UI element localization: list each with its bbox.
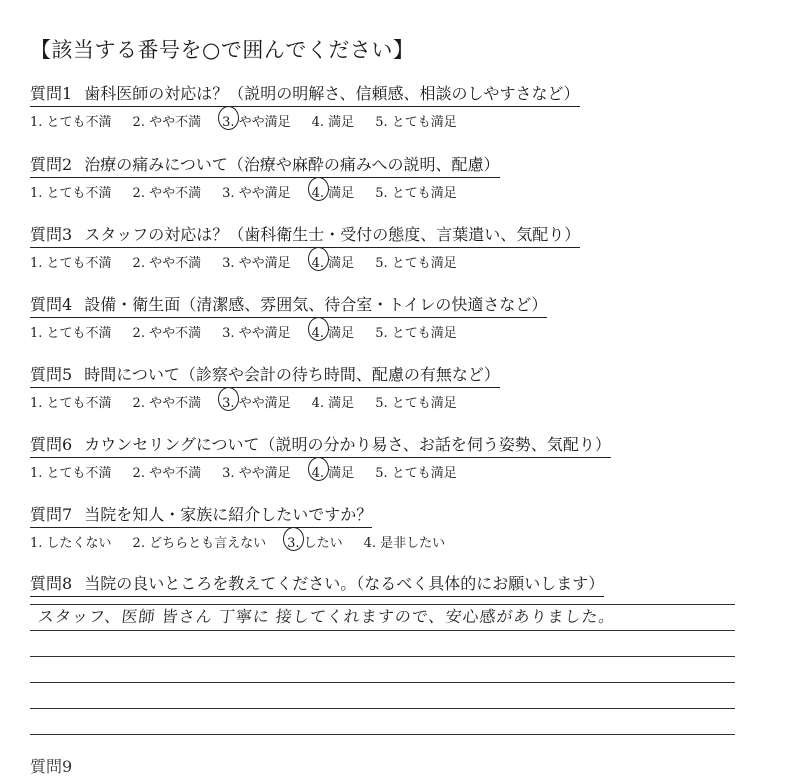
question-number: 質問4 (30, 295, 73, 314)
question-heading (30, 292, 547, 317)
rating-option[interactable] (133, 322, 202, 341)
question-3 (30, 222, 730, 271)
rating-option-label: 1. とても不満 (30, 115, 112, 130)
rating-option-label: 1. とても不満 (30, 396, 112, 411)
rating-option-label: 2. やや不満 (132, 256, 202, 271)
question-heading (30, 362, 500, 387)
rating-option-label: 5. とても満足 (375, 396, 457, 411)
circle-mark-icon (308, 457, 329, 481)
rating-option[interactable] (375, 111, 457, 130)
rating-option[interactable] (30, 392, 112, 411)
rating-options (30, 322, 730, 341)
rating-option-selected[interactable] (222, 111, 291, 130)
rating-option-label: 5. とても満足 (375, 115, 457, 130)
handwritten-answer: スタッフ、医師 皆さん 丁寧に 接してくれますので、安心感がありました。 (36, 607, 617, 626)
rating-option-label: 4. 満足 (311, 256, 355, 271)
rating-option-label: 2. どちらとも言えない (132, 536, 267, 551)
circle-mark-icon (218, 387, 239, 411)
question-number: 質問6 (30, 435, 73, 454)
question-heading (30, 571, 604, 596)
question-text: 治療の痛みについて（治療や麻酔の痛みへの説明、配慮） (84, 155, 500, 174)
question-heading (30, 502, 372, 527)
circle-mark-icon (308, 177, 329, 201)
rating-option-selected[interactable] (222, 392, 291, 411)
rating-option-label: 3. したい (287, 536, 343, 551)
page-title: 【該当する番号を○で囲んでください】 (30, 38, 415, 62)
rating-option-selected[interactable] (287, 532, 343, 551)
rating-option-label: 3. やや満足 (222, 115, 291, 130)
rating-option[interactable] (133, 182, 202, 201)
question-number: 質問8 (30, 574, 73, 593)
rating-option[interactable] (30, 182, 112, 201)
rating-option-label: 4. 満足 (311, 326, 355, 341)
circle-mark-icon (283, 527, 304, 551)
rating-option[interactable] (312, 111, 355, 130)
rating-option-label: 4. 是非したい (363, 536, 446, 551)
rating-option[interactable] (133, 392, 202, 411)
answer-line (30, 682, 735, 683)
rating-option-selected[interactable] (312, 462, 355, 481)
rating-options (30, 392, 730, 411)
rating-option-label: 4. 満足 (311, 466, 355, 481)
question-text: 時間について（診察や会計の待ち時間、配慮の有無など） (84, 365, 500, 384)
circle-mark-icon (218, 106, 239, 130)
rating-option[interactable] (222, 182, 291, 201)
rating-option[interactable] (133, 532, 267, 551)
question-number: 質問1 (30, 84, 73, 103)
rating-option[interactable] (375, 252, 457, 271)
rating-option-label: 1. したくない (30, 536, 112, 551)
circle-mark-icon (308, 247, 329, 271)
rating-option-label: 1. とても不満 (30, 256, 112, 271)
rating-option[interactable] (375, 182, 457, 201)
question-heading (30, 152, 500, 177)
rating-option-label: 2. やや不満 (132, 326, 202, 341)
question-number: 質問5 (30, 365, 73, 384)
rating-option[interactable] (133, 111, 202, 130)
question-7 (30, 502, 730, 551)
rating-option[interactable] (30, 252, 112, 271)
rating-option[interactable] (30, 532, 112, 551)
rating-option[interactable] (133, 462, 202, 481)
rating-option-label: 1. とても不満 (30, 466, 112, 481)
rating-option-label: 3. やや満足 (222, 466, 291, 481)
rating-options (30, 182, 730, 201)
rating-option[interactable] (375, 322, 457, 341)
question-2 (30, 152, 730, 201)
circle-mark-icon (308, 317, 329, 341)
rating-option-label: 3. やや満足 (222, 256, 291, 271)
rating-option[interactable] (30, 462, 112, 481)
rating-option[interactable] (222, 322, 291, 341)
question-number: 質問3 (30, 225, 73, 244)
question-4 (30, 292, 730, 341)
rating-option-label: 4. 満足 (311, 115, 355, 130)
question-text: 設備・衛生面（清潔感、雰囲気、待合室・トイレの快適さなど） (84, 295, 548, 314)
rating-option[interactable] (375, 392, 457, 411)
rating-option-label: 3. やや満足 (222, 186, 291, 201)
answer-line (30, 708, 735, 709)
rating-options (30, 252, 730, 271)
rating-option-selected[interactable] (312, 182, 355, 201)
rating-option-label: 2. やや不満 (132, 466, 202, 481)
question-text: 当院を知人・家族に紹介したいですか？ (84, 505, 373, 524)
question-text: スタッフの対応は？（歯科衛生士・受付の態度、言葉遣い、気配り） (84, 225, 581, 244)
rating-option[interactable] (30, 322, 112, 341)
rating-option-label: 5. とても満足 (375, 256, 457, 271)
answer-line (30, 734, 735, 735)
rating-option-selected[interactable] (312, 252, 355, 271)
rating-option[interactable] (364, 532, 446, 551)
answer-line (30, 630, 735, 631)
question-text: 当院の良いところを教えてください。（なるべく具体的にお願いします） (84, 574, 605, 593)
answer-line (30, 656, 735, 657)
rating-option-label: 2. やや不満 (132, 186, 202, 201)
question-heading (30, 432, 611, 457)
rating-option-label: 5. とても満足 (375, 186, 457, 201)
rating-option-label: 4. 満足 (311, 396, 355, 411)
question-number: 質問7 (30, 505, 73, 524)
question-number: 質問2 (30, 155, 73, 174)
rating-options (30, 462, 730, 481)
rating-option-label: 4. 満足 (311, 186, 355, 201)
question-8 (30, 571, 730, 596)
rating-option-label: 5. とても満足 (375, 466, 457, 481)
rating-option-label: 2. やや不満 (132, 396, 202, 411)
rating-option[interactable] (222, 462, 291, 481)
rating-option[interactable] (222, 252, 291, 271)
rating-option-label: 2. やや不満 (132, 115, 202, 130)
question-9-cut-off: 質問9 (30, 757, 73, 776)
question-1 (30, 81, 730, 130)
question-text: カウンセリングについて（説明の分かり易さ、お話を伺う姿勢、気配り） (84, 435, 611, 454)
rating-options (30, 111, 730, 130)
question-heading (30, 81, 580, 106)
rating-option-label: 3. やや満足 (222, 326, 291, 341)
rating-option-label: 1. とても不満 (30, 326, 112, 341)
rating-option-label: 3. やや満足 (222, 396, 291, 411)
rating-option-label: 1. とても不満 (30, 186, 112, 201)
rating-option-selected[interactable] (312, 322, 355, 341)
question-text: 歯科医師の対応は？（説明の明解さ、信頼感、相談のしやすさなど） (84, 84, 580, 103)
rating-option-label: 5. とても満足 (375, 326, 457, 341)
rating-option[interactable] (375, 462, 457, 481)
question-6 (30, 432, 730, 481)
rating-options (30, 532, 730, 551)
rating-option[interactable] (312, 392, 355, 411)
rating-option[interactable] (30, 111, 112, 130)
question-heading (30, 222, 580, 247)
question-5 (30, 362, 730, 411)
rating-option[interactable] (133, 252, 202, 271)
